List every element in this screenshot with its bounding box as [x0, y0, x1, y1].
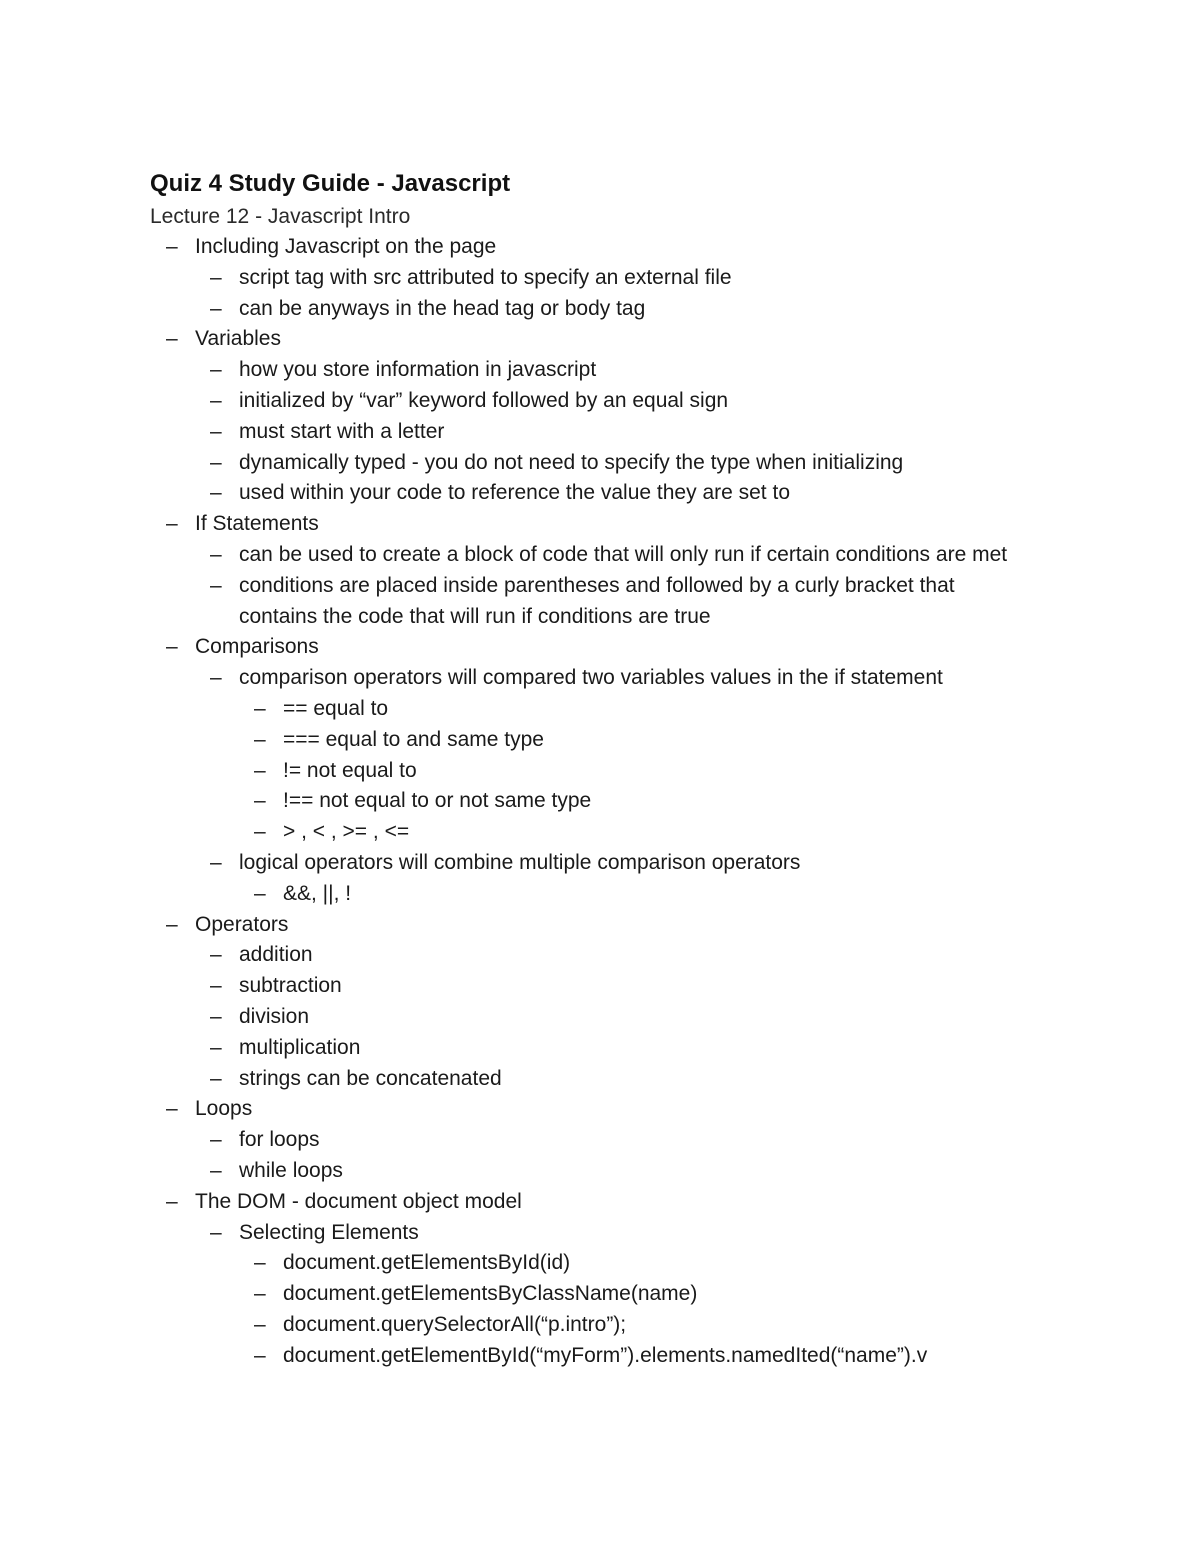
outline-item-level-2: [210, 355, 1030, 386]
outline-item-text: conditions are placed inside parentheses and followed by a curly bracket that contains the code that will run if conditions are true: [239, 573, 955, 628]
outline-item-text: addition: [239, 943, 313, 967]
outline-item-text: initialized by “var” keyword followed by an equal sign: [239, 388, 729, 412]
outline-item-level-1: [166, 509, 1150, 540]
outline-item-text: Operators: [195, 912, 289, 936]
outline-item-level-2: [210, 1156, 1030, 1187]
outline-item-text: multiplication: [239, 1035, 361, 1059]
outline-item-level-2: [210, 294, 1030, 325]
bullet-dash: –: [254, 820, 266, 844]
bullet-dash: –: [210, 419, 222, 443]
bullet-dash: –: [210, 358, 222, 382]
outline-item-text: !== not equal to or not same type: [283, 789, 592, 813]
outline-item-level-3: [254, 817, 1150, 848]
outline-item-text: document.querySelectorAll(“p.intro”);: [283, 1312, 627, 1336]
outline-item-level-3: [254, 1248, 1150, 1279]
outline-item-text: used within your code to reference the value they are set to: [239, 481, 790, 505]
outline-item-text: must start with a letter: [239, 419, 445, 443]
outline-item-text: subtraction: [239, 974, 342, 998]
outline-item-level-2: [210, 848, 1030, 879]
outline-item-text: document.getElementById(“myForm”).elements.namedIted(“name”).v: [283, 1343, 928, 1367]
outline-item-level-2: [210, 1218, 1030, 1249]
outline-item-level-2: [210, 478, 1030, 509]
outline-item-level-3: [254, 1341, 1150, 1372]
bullet-dash: –: [210, 666, 222, 690]
bullet-dash: –: [210, 1128, 222, 1152]
bullet-dash: –: [210, 1066, 222, 1090]
outline-item-text: Loops: [195, 1097, 253, 1121]
bullet-dash: –: [210, 296, 222, 320]
outline-item-level-2: [210, 571, 1030, 633]
document-title: Quiz 4 Study Guide - Javascript: [150, 170, 511, 197]
outline-item-level-3: [254, 1279, 1150, 1310]
bullet-dash: –: [254, 1343, 266, 1367]
outline-item-level-2: [210, 1125, 1030, 1156]
bullet-dash: –: [210, 1220, 222, 1244]
outline-item-level-3: [254, 786, 1150, 817]
outline-item-level-3: [254, 756, 1150, 787]
outline-item-level-2: [210, 263, 1030, 294]
outline-item-level-2: [210, 1033, 1030, 1064]
outline-item-level-2: [210, 417, 1030, 448]
outline-item-text: === equal to and same type: [283, 727, 544, 751]
lecture-heading: Lecture 12 - Javascript Intro: [150, 205, 411, 228]
bullet-dash: –: [254, 1312, 266, 1336]
outline-item-level-3: [254, 725, 1150, 756]
outline-item-level-1: [166, 1187, 1150, 1218]
bullet-dash: –: [166, 1097, 178, 1121]
outline-item-text: Variables: [195, 327, 281, 351]
bullet-dash: –: [166, 912, 178, 936]
bullet-dash: –: [210, 542, 222, 566]
outline-item-text: can be anyways in the head tag or body tag: [239, 296, 646, 320]
bullet-dash: –: [166, 235, 178, 258]
bullet-dash: –: [210, 450, 222, 474]
bullet-dash: –: [254, 1282, 266, 1306]
outline-item-text: The DOM - document object model: [195, 1189, 522, 1213]
outline-item-text: for loops: [239, 1128, 320, 1152]
bullet-dash: –: [166, 512, 178, 536]
bullet-dash: –: [210, 1035, 222, 1059]
outline-item-text: document.getElementsByClassName(name): [283, 1282, 698, 1306]
outline-item-text: Including Javascript on the page: [195, 235, 497, 258]
bullet-dash: –: [210, 481, 222, 505]
bullet-dash: –: [210, 265, 222, 289]
outline-item-level-1: [166, 632, 1150, 663]
outline-item-text: document.getElementsById(id): [283, 1251, 571, 1275]
bullet-dash: –: [210, 573, 222, 597]
outline-item-text: == equal to: [283, 696, 389, 720]
outline-item-text: comparison operators will compared two variables values in the if statement: [239, 666, 943, 690]
bullet-dash: –: [254, 727, 266, 751]
document-page: [150, 166, 1150, 1371]
outline-item-text: Selecting Elements: [239, 1220, 419, 1244]
bullet-dash: –: [210, 1158, 222, 1182]
outline-item-level-2: [210, 940, 1030, 971]
outline-item-text: how you store information in javascript: [239, 358, 597, 382]
outline-item-text: > , < , >= , <=: [283, 820, 410, 844]
bullet-dash: –: [210, 1004, 222, 1028]
bullet-dash: –: [254, 1251, 266, 1275]
outline-item-level-2: [210, 971, 1030, 1002]
outline-item-level-3: [254, 1310, 1150, 1341]
bullet-dash: –: [254, 696, 266, 720]
outline-item-text: != not equal to: [283, 758, 417, 782]
outline-item-level-1: [166, 232, 1150, 263]
bullet-dash: –: [210, 388, 222, 412]
bullet-dash: –: [166, 327, 178, 351]
outline-item-text: dynamically typed - you do not need to specify the type when initializing: [239, 450, 904, 474]
outline-item-level-2: [210, 1064, 1030, 1095]
outline-item-text: can be used to create a block of code that will only run if certain conditions are met: [239, 542, 1008, 566]
outline-list: [150, 232, 1150, 1371]
outline-item-text: If Statements: [195, 512, 319, 536]
bullet-dash: –: [254, 758, 266, 782]
outline-item-text: strings can be concatenated: [239, 1066, 502, 1090]
bullet-dash: –: [254, 881, 266, 905]
outline-item-text: script tag with src attributed to specify an external file: [239, 265, 732, 289]
outline-item-text: Comparisons: [195, 635, 319, 659]
bullet-dash: –: [166, 635, 178, 659]
outline-item-level-3: [254, 879, 1150, 910]
outline-item-level-1: [166, 1094, 1150, 1125]
outline-item-level-3: [254, 694, 1150, 725]
outline-item-level-1: [166, 910, 1150, 941]
bullet-dash: –: [210, 850, 222, 874]
outline-item-text: logical operators will combine multiple comparison operators: [239, 850, 801, 874]
outline-item-text: division: [239, 1004, 310, 1028]
outline-item-level-2: [210, 386, 1030, 417]
outline-item-text: &&, ||, !: [283, 881, 352, 905]
outline-item-level-2: [210, 1002, 1030, 1033]
outline-item-level-1: [166, 324, 1150, 355]
outline-item-level-2: [210, 540, 1030, 571]
bullet-dash: –: [166, 1189, 178, 1213]
bullet-dash: –: [254, 789, 266, 813]
outline-item-level-2: [210, 448, 1030, 479]
outline-item-level-2: [210, 663, 1030, 694]
outline-item-text: while loops: [239, 1158, 343, 1182]
bullet-dash: –: [210, 943, 222, 967]
bullet-dash: –: [210, 974, 222, 998]
